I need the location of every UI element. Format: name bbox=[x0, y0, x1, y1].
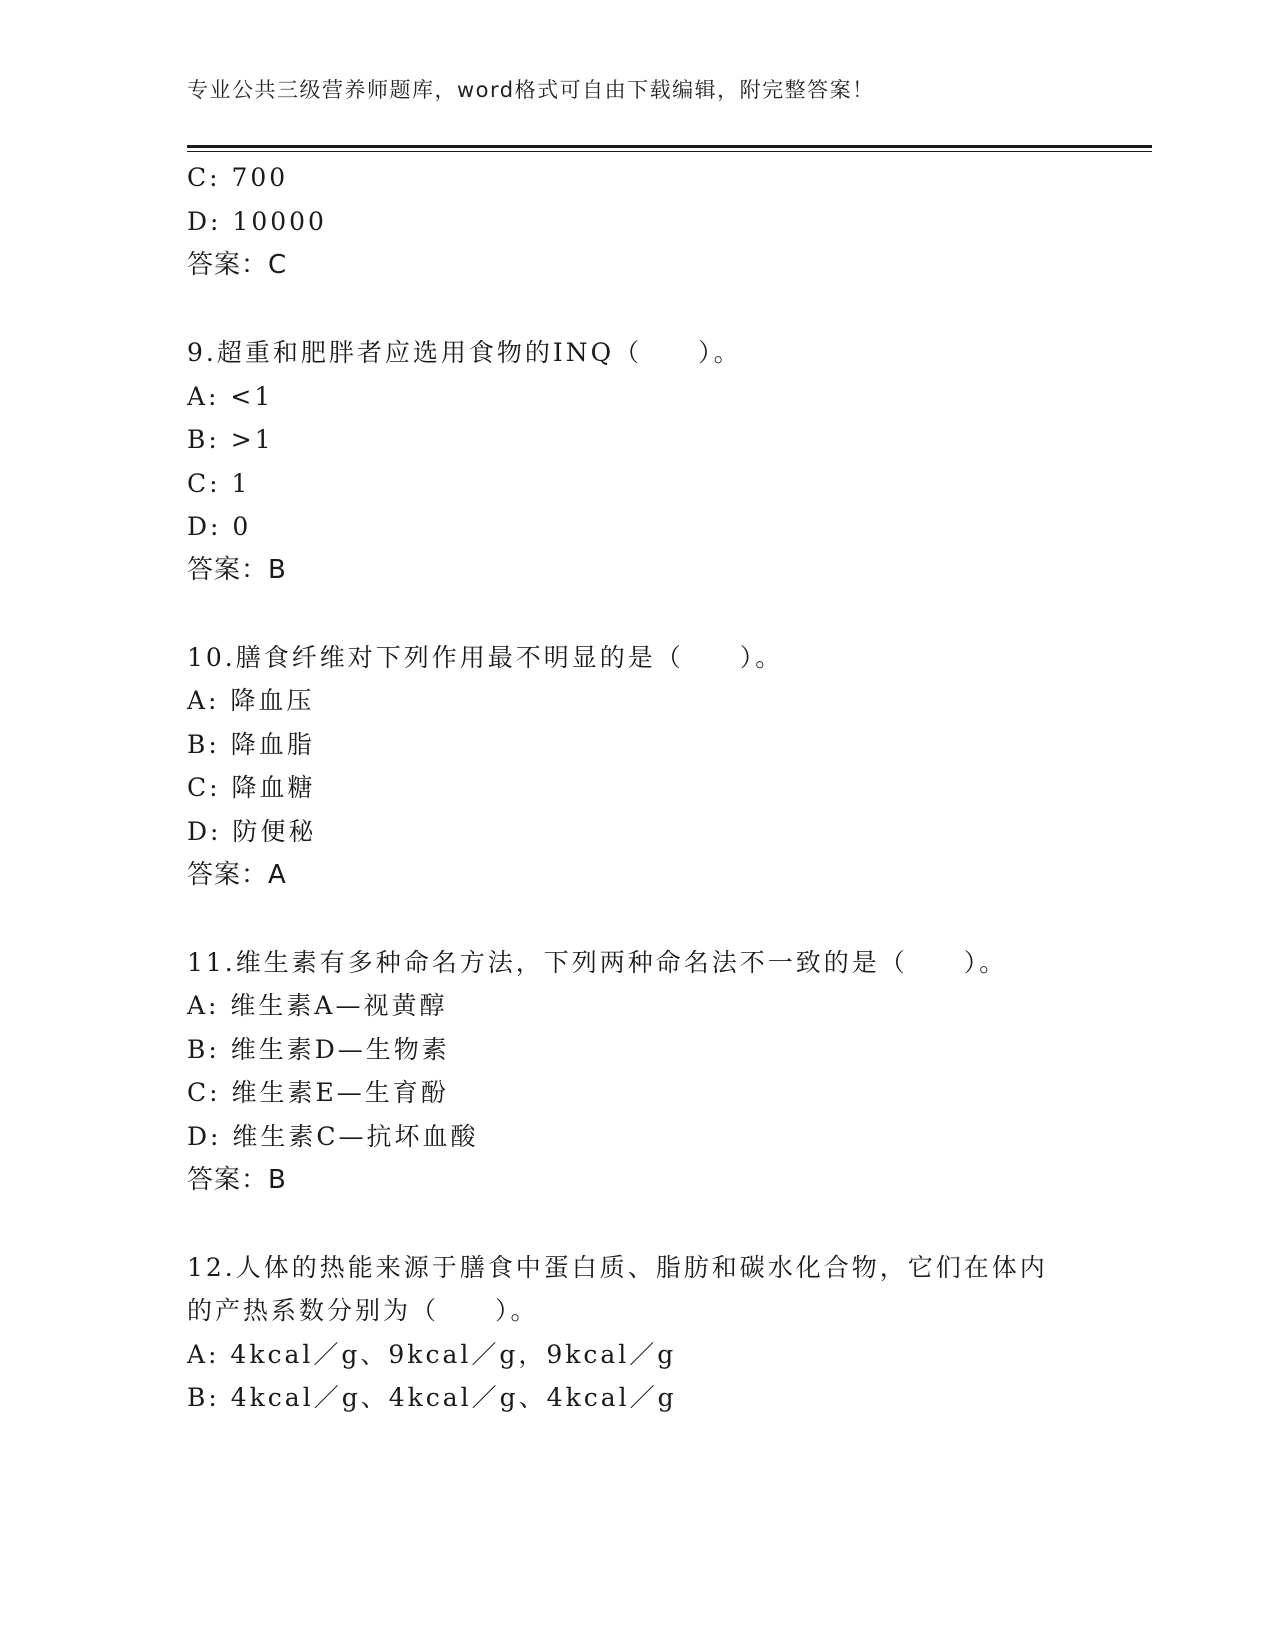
question-10-option-b: B: 降血脂 bbox=[187, 730, 315, 759]
page-header: 专业公共三级营养师题库，word格式可自由下载编辑，附完整答案！ bbox=[187, 78, 875, 102]
question-11-answer: 答案：B bbox=[187, 1165, 287, 1195]
header-rule-thick bbox=[187, 145, 1152, 148]
question-12-option-b: B: 4kcal／g、4kcal／g、4kcal／g bbox=[187, 1383, 677, 1412]
question-10-stem: 10.膳食纤维对下列作用最不明显的是（ ）。 bbox=[187, 643, 784, 672]
question-10-option-a: A: 降血压 bbox=[187, 686, 315, 715]
question-11-option-d: D: 维生素C—抗坏血酸 bbox=[187, 1122, 479, 1151]
question-10-answer: 答案：A bbox=[187, 860, 287, 890]
question-11-stem: 11.维生素有多种命名方法，下列两种命名法不一致的是（ ）。 bbox=[187, 948, 1008, 977]
question-9-answer: 答案：B bbox=[187, 555, 287, 585]
question-9-option-d: D: 0 bbox=[187, 512, 252, 541]
question-9-option-a: A: <1 bbox=[187, 382, 274, 411]
question-9-option-c: C: 1 bbox=[187, 469, 251, 498]
question-12-option-a: A: 4kcal／g、9kcal／g，9kcal／g bbox=[187, 1340, 677, 1369]
option-d: D: 10000 bbox=[187, 207, 327, 236]
question-9-stem: 9.超重和肥胖者应选用食物的INQ（ ）。 bbox=[187, 338, 742, 367]
question-11-option-a: A: 维生素A—视黄醇 bbox=[187, 991, 448, 1020]
question-12-stem-line-2: 的产热系数分别为（ ）。 bbox=[187, 1296, 539, 1325]
option-c: C: 700 bbox=[187, 163, 289, 192]
question-11-option-b: B: 维生素D—生物素 bbox=[187, 1035, 450, 1064]
question-10-option-c: C: 降血糖 bbox=[187, 773, 316, 802]
question-10-option-d: D: 防便秘 bbox=[187, 817, 317, 846]
question-12-stem-line-1: 12.人体的热能来源于膳食中蛋白质、脂肪和碳水化合物，它们在体内 bbox=[187, 1253, 1048, 1282]
header-rule-thin bbox=[187, 151, 1152, 152]
answer: 答案：C bbox=[187, 250, 288, 280]
question-9-option-b: B: >1 bbox=[187, 425, 274, 454]
question-11-option-c: C: 维生素E—生育酚 bbox=[187, 1078, 449, 1107]
